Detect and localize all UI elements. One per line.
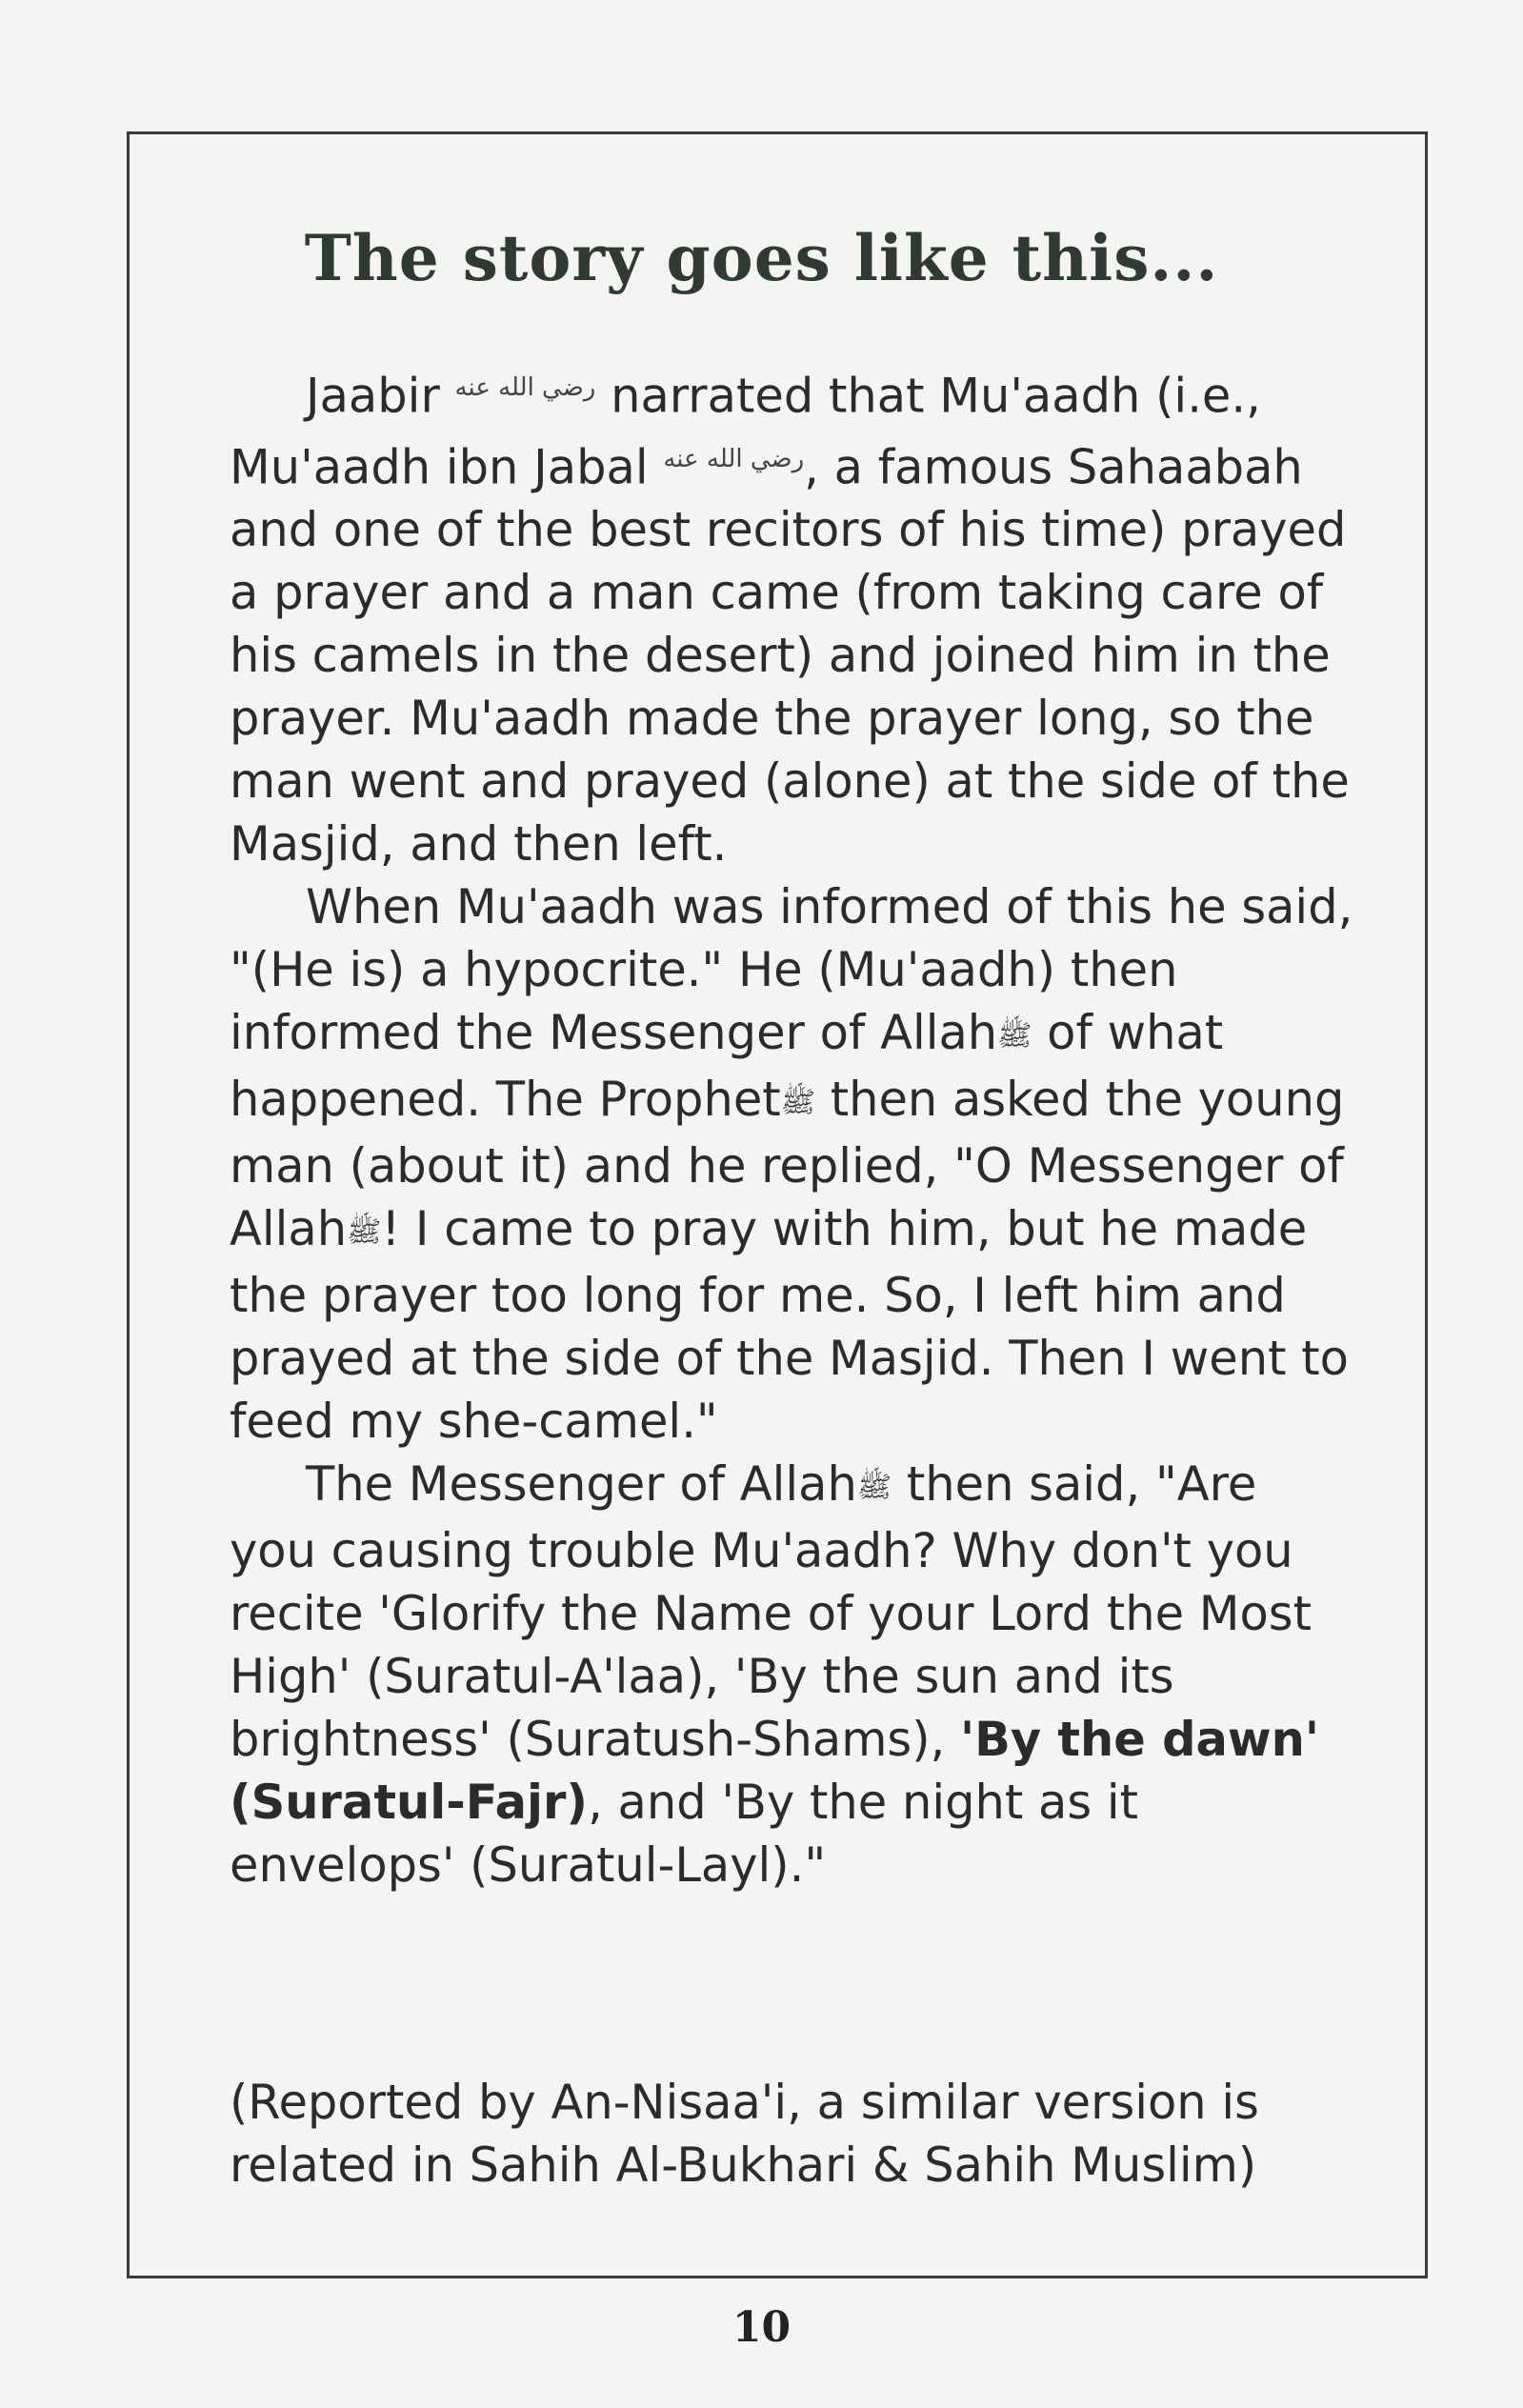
paragraph2-text-1: When Mu'aadh was informed of this he said, "(He is) a hypocrite." He (Mu'aadh) then informed the Messenger of Allah: [230, 879, 1353, 1060]
story-title: The story goes like this...: [304, 221, 1219, 295]
highlight-surah-fajr: 'By the dawn' (Suratul-Fajr): [230, 1712, 1320, 1830]
hadith-reference: (Reported by An-Nisaa'i, a similar version is related in Sahih Al-Bukhari & Sahih Muslim): [230, 2075, 1259, 2193]
paragraph3-text-2: then said, "Are you causing trouble Mu'aadh? Why don't you recite 'Glorify the Name of your Lord the Most High' (Suratul-A'laa), 'By the sun and its brightness' (Suratush-Shams),: [230, 1456, 1312, 1767]
paragraph2-text-3: then asked the young man (about it) and he replied, "O Messenger of Allah: [230, 1072, 1345, 1256]
paragraph-narration: [230, 356, 1353, 875]
page-number: 10: [731, 2303, 792, 2352]
paragraph1-text-3: , a famous Sahaabah and one of the best recitors of his time) prayed a prayer and a man came (from taking care of his camels in the desert) and joined him in the prayer. Mu'aadh made the prayer long, so the man went and prayed (alone) at the side of the Masjid, and then left.: [230, 439, 1350, 872]
radiallahu-anhu-glyph: رضي الله عنه: [663, 444, 805, 473]
salawat-glyph: ﷺ: [347, 1215, 382, 1249]
paragraph-report: [230, 875, 1353, 1453]
paragraph2-text-2: of what happened. The Prophet: [230, 1005, 1224, 1127]
salawat-glyph: ﷺ: [856, 1471, 892, 1504]
paragraph3-text-1: The Messenger of Allah: [306, 1456, 857, 1512]
salawat-glyph: ﷺ: [997, 1019, 1032, 1053]
salawat-glyph: ﷺ: [780, 1086, 815, 1119]
paragraph-prophet-reply: [230, 1453, 1353, 1896]
paragraph3-text-3: , and 'By the night as it envelops' (Suratul-Layl).": [230, 1775, 1139, 1893]
paragraph1-text-1: Jaabir: [306, 368, 455, 424]
radiallahu-anhu-glyph: رضي الله عنه: [454, 373, 596, 402]
paragraph2-text-4: ! I came to pray with him, but he made the prayer too long for me. So, I left him and prayed at the side of the Masjid. Then I went to feed my she-camel.": [230, 1201, 1349, 1449]
paragraph1-text-2: narrated that Mu'aadh (i.e., Mu'aadh ibn Jabal: [230, 368, 1261, 494]
story-body: [230, 356, 1353, 1896]
